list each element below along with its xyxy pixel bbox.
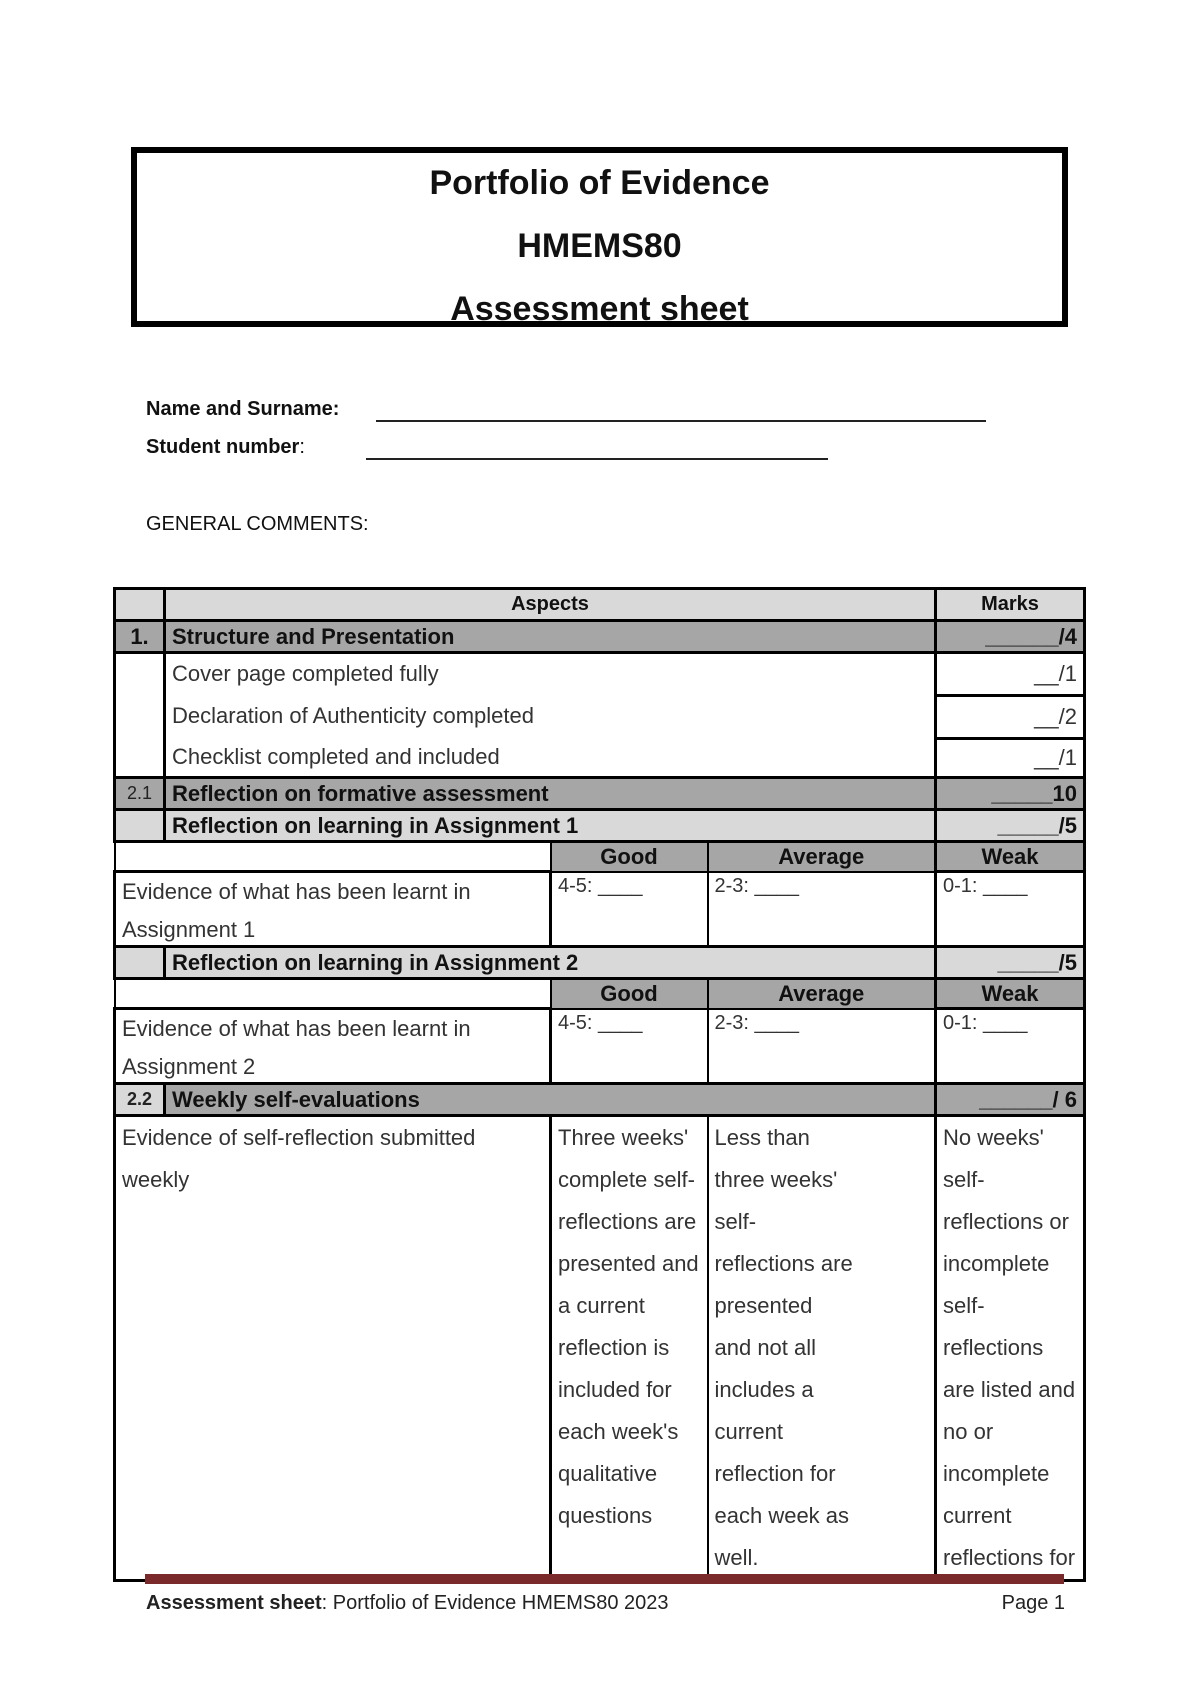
grade-good: Good: [551, 979, 708, 1009]
subsection-blank: [115, 947, 165, 979]
marks-header: Marks: [936, 589, 1085, 621]
aspects-header: Aspects: [165, 589, 936, 621]
grade-average: Average: [708, 842, 936, 872]
page-number: Page 1: [1001, 1592, 1065, 1614]
document-title: Portfolio of Evidence: [429, 164, 770, 202]
subsection-mark: _____/5: [936, 810, 1085, 842]
section-title: Weekly self-evaluations: [165, 1084, 936, 1116]
section-number: 1.: [115, 621, 165, 653]
grade-good: Good: [551, 842, 708, 872]
general-comments-label: GENERAL COMMENTS:: [146, 513, 369, 535]
grade-weak: Weak: [936, 979, 1085, 1009]
mark-declaration: __/2: [936, 696, 1085, 739]
section-mark: ______/ 6: [936, 1084, 1085, 1116]
weekly-good-criteria: Three weeks' complete self- reflections are presented and a current reflection is included for each week's qualitative questions: [551, 1116, 708, 1581]
sub-blank: [115, 653, 165, 778]
sheet-title: Assessment sheet: [450, 290, 749, 328]
section-number: 2.1: [115, 778, 165, 810]
title-box: [131, 147, 1068, 327]
mark-checklist: __/1: [936, 739, 1085, 778]
grade-weak: Weak: [936, 842, 1085, 872]
section-mark: _____10: [936, 778, 1085, 810]
criterion-declaration: Declaration of Authenticity completed: [165, 696, 936, 739]
name-label: Name and Surname:: [146, 398, 340, 420]
subsection-title: Reflection on learning in Assignment 2: [165, 947, 936, 979]
section-title: Reflection on formative assessment: [165, 778, 936, 810]
student-number-input-line[interactable]: [366, 458, 828, 460]
score-average[interactable]: 2-3: ____: [708, 1009, 936, 1084]
score-weak[interactable]: 0-1: ____: [936, 872, 1085, 947]
evidence-assignment-2: Evidence of what has been learnt in Assignment 2: [115, 1009, 551, 1084]
student-number-label: Student number:: [146, 436, 305, 458]
header-blank: [115, 589, 165, 621]
subsection-title: Reflection on learning in Assignment 1: [165, 810, 936, 842]
assessment-table: [113, 587, 1086, 1582]
module-code: HMEMS80: [517, 227, 682, 265]
grade-average: Average: [708, 979, 936, 1009]
score-weak[interactable]: 0-1: ____: [936, 1009, 1085, 1084]
score-average[interactable]: 2-3: ____: [708, 872, 936, 947]
section-title: Structure and Presentation: [165, 621, 936, 653]
criterion-cover-page: Cover page completed fully: [165, 653, 936, 696]
section-number: 2.2: [115, 1084, 165, 1116]
score-good[interactable]: 4-5: ____: [551, 872, 708, 947]
weekly-evidence: Evidence of self-reflection submitted weekly: [115, 1116, 551, 1581]
grade-header-blank: [115, 979, 551, 1009]
section-mark: ______/4: [936, 621, 1085, 653]
mark-cover-page: __/1: [936, 653, 1085, 696]
grade-header-blank: [115, 842, 551, 872]
name-input-line[interactable]: [376, 420, 986, 422]
weekly-average-criteria: Less than three weeks' self- reflections are presented and not all includes a current reflection for each week as well.: [708, 1116, 936, 1581]
footer-text: Assessment sheet: Portfolio of Evidence HMEMS80 2023: [146, 1592, 669, 1614]
evidence-assignment-1: Evidence of what has been learnt in Assignment 1: [115, 872, 551, 947]
criterion-checklist: Checklist completed and included: [165, 739, 936, 778]
footer-divider: [145, 1574, 1064, 1584]
subsection-blank: [115, 810, 165, 842]
weekly-weak-criteria: No weeks' self- reflections or incomplete self- reflections are listed and no or incomplete current reflections for: [936, 1116, 1085, 1581]
subsection-mark: _____/5: [936, 947, 1085, 979]
score-good[interactable]: 4-5: ____: [551, 1009, 708, 1084]
